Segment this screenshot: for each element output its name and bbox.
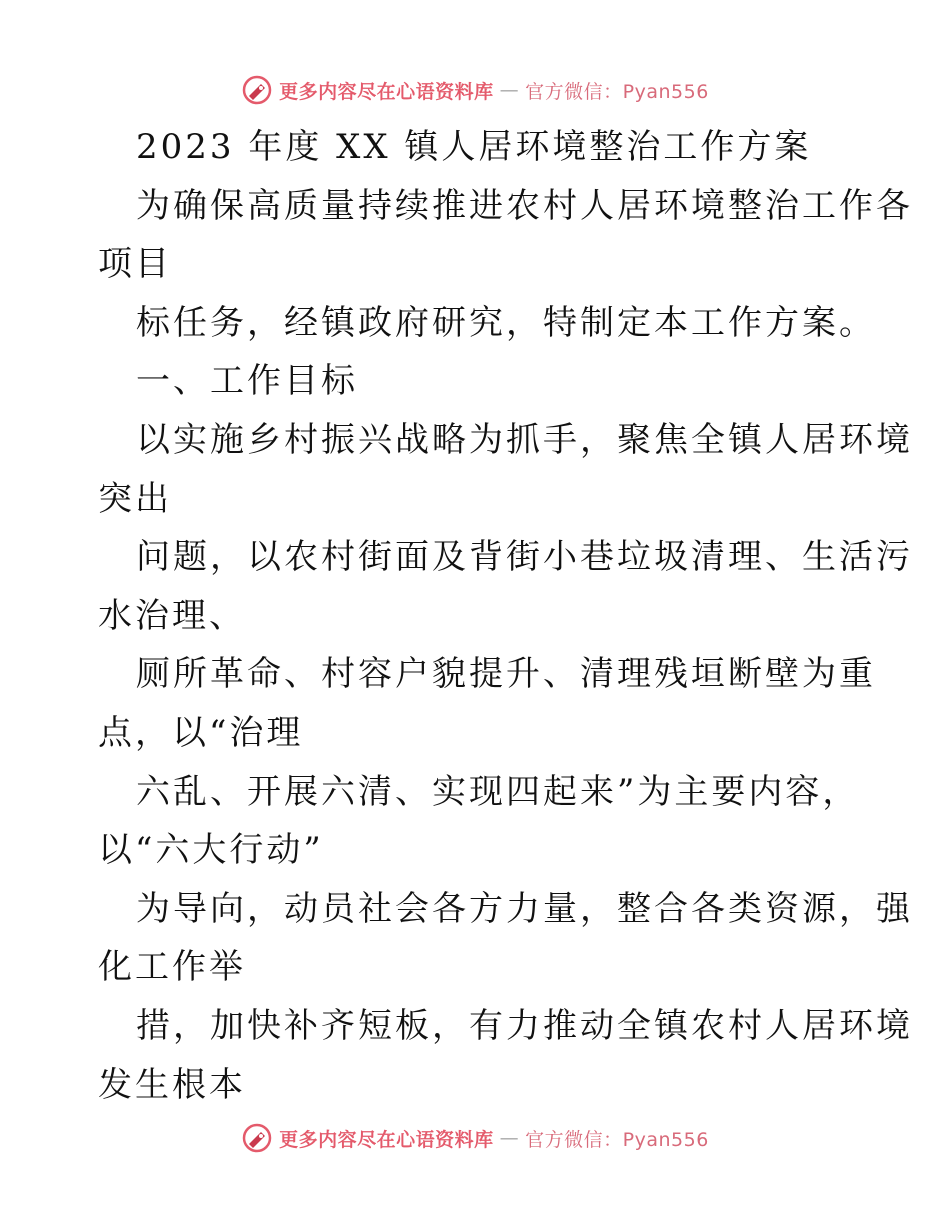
watermark-contact: 官方微信：Pyan556 <box>525 1128 709 1151</box>
text-line: 以实施乡村振兴战略为抓手，聚焦全镇人居环境 <box>136 419 913 460</box>
watermark-dash: — <box>499 79 520 101</box>
text-line: 厕所革命、村容户貌提升、清理残垣断壁为重 <box>136 654 876 695</box>
text-line: 措，加快补齐短板，有力推动全镇农村人居环境 <box>136 1005 913 1046</box>
watermark-dash: — <box>499 1127 520 1149</box>
text-line: 发生根本 <box>98 1064 246 1105</box>
watermark-text: 更多内容尽在心语资料库 <box>279 1128 494 1151</box>
text-line: 标任务，经镇政府研究，特制定本工作方案。 <box>136 302 876 343</box>
text-line: 水治理、 <box>98 595 246 636</box>
watermark-contact: 官方微信：Pyan556 <box>525 80 709 103</box>
watermark-text: 更多内容尽在心语资料库 <box>279 80 494 103</box>
text-line: 为确保高质量持续推进农村人居环境整治工作各 <box>136 185 913 226</box>
pen-nib-logo-icon <box>241 1122 273 1154</box>
footer-watermark <box>0 1118 950 1158</box>
document-body <box>98 118 913 1114</box>
text-line: 突出 <box>98 478 172 519</box>
text-line: 点，以“治理 <box>98 712 304 753</box>
text-line: 问题，以农村街面及背街小巷垃圾清理、生活污 <box>136 537 913 578</box>
pen-nib-logo-icon <box>241 74 273 106</box>
text-line: 项目 <box>98 244 172 285</box>
section-heading: 一、工作目标 <box>136 361 358 402</box>
text-line: 六乱、开展六清、实现四起来”为主要内容， <box>136 771 860 812</box>
header-watermark <box>0 70 950 110</box>
text-line: 化工作举 <box>98 947 246 988</box>
text-line: 为导向，动员社会各方力量，整合各类资源，强 <box>136 888 913 929</box>
document-title: 2023 年度 XX 镇人居环境整治工作方案 <box>136 127 812 167</box>
text-line: 以“六大行动” <box>98 830 324 871</box>
